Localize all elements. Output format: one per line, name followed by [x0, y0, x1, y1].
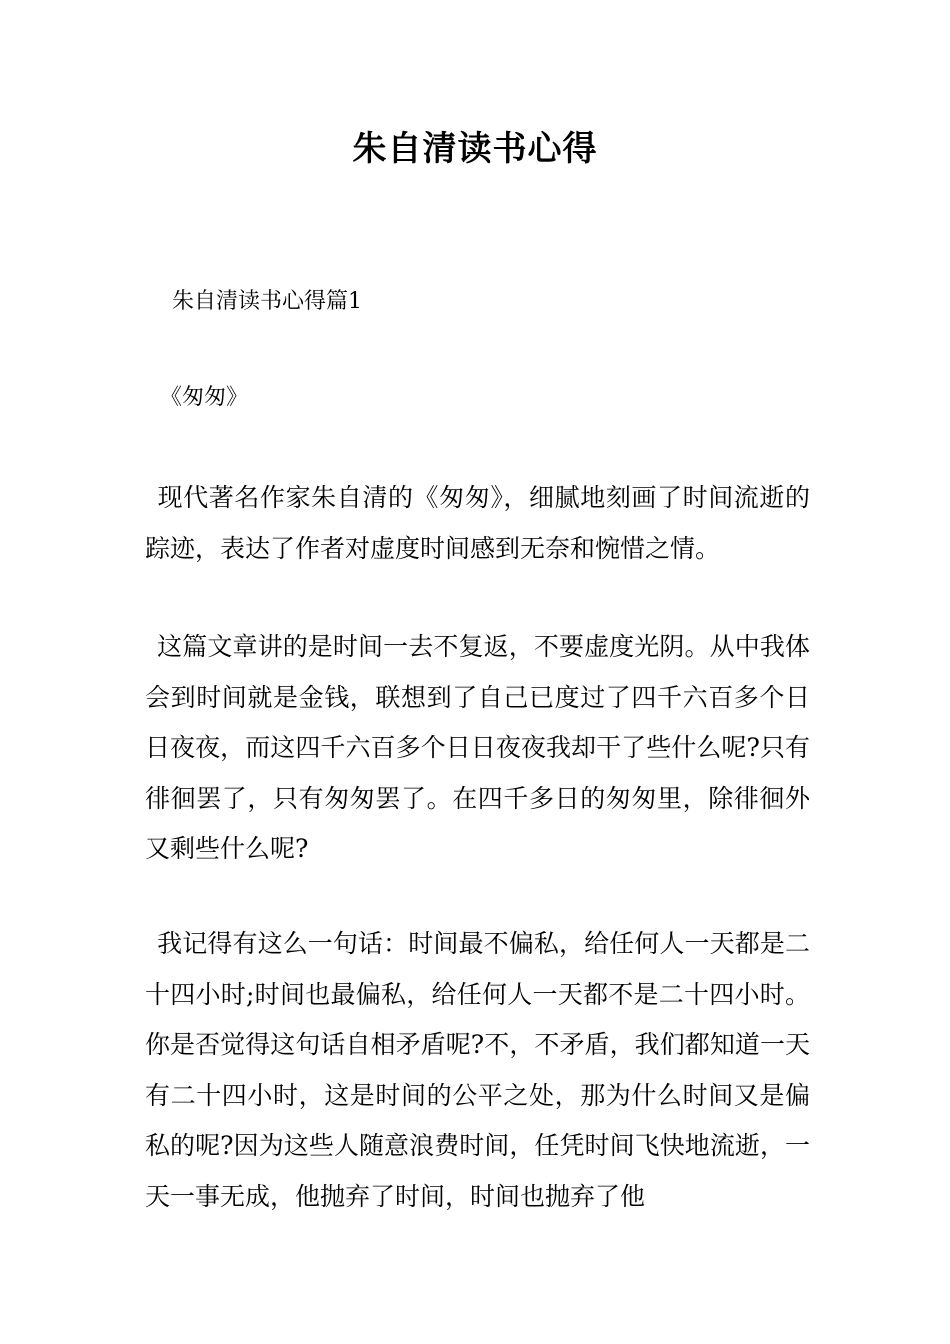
- document-title: 朱自清读书心得: [352, 129, 598, 169]
- essay-subtitle: 《匆匆》: [160, 385, 249, 410]
- section-heading: 朱自清读书心得篇1: [172, 289, 362, 314]
- paragraph-text: 这篇文章讲的是时间一去不复返，不要虚度光阴。从中我体会到时间就是金钱，联想到了自己已度过了四千六百多个日日夜夜，而这四千六百多个日日夜夜我却干了些什么呢?只有徘徊罢了，只有匆匆罢了。在四千多日的匆匆里，除徘徊外又剩些什么呢?: [145, 632, 810, 863]
- paragraph-text: 现代著名作家朱自清的《匆匆》，细腻地刻画了时间流逝的踪迹，表达了作者对虚度时间感到无奈和惋惜之情。: [145, 483, 810, 563]
- paragraph-3: [145, 919, 810, 1222]
- paragraph-1: [145, 473, 810, 574]
- paragraph-2: [145, 622, 810, 875]
- paragraph-text: 我记得有这么一句话：时间最不偏私，给任何人一天都是二十四小时;时间也最偏私，给任何人一天都不是二十四小时。你是否觉得这句话自相矛盾呢?不，不矛盾，我们都知道一天有二十四小时，这是时间的公平之处，那为什么时间又是偏私的呢?因为这些人随意浪费时间，任凭时间飞快地流逝，一天一事无成，他抛弃了时间，时间也抛弃了他: [145, 929, 810, 1211]
